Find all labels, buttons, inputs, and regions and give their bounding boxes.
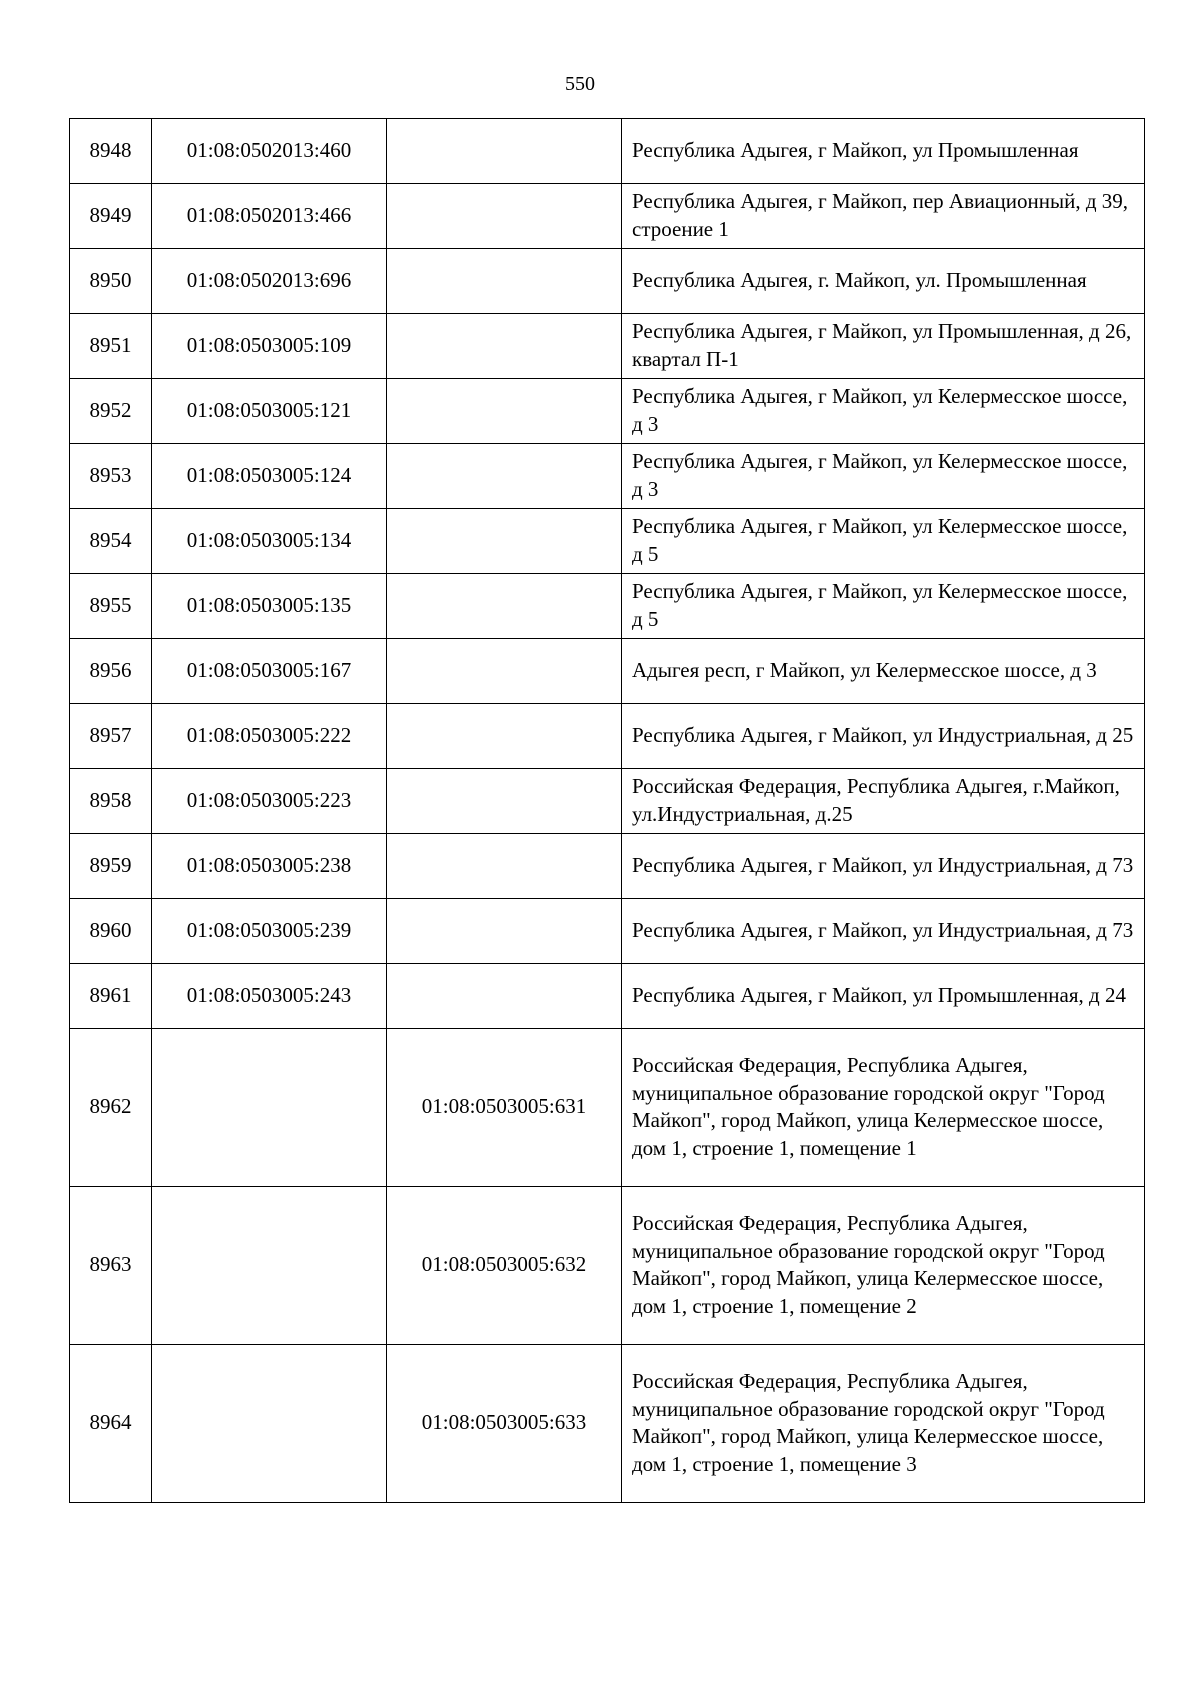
row-number-cell: 8954 [70, 509, 152, 574]
table-row [70, 639, 1145, 704]
table-row [70, 119, 1145, 184]
table-row [70, 184, 1145, 249]
cadastral-number-cell: 01:08:0503005:109 [152, 314, 387, 379]
table-row [70, 444, 1145, 509]
premises-cadastral-number-cell: 01:08:0503005:632 [387, 1187, 622, 1345]
cadastral-number-cell: 01:08:0503005:222 [152, 704, 387, 769]
table-row [70, 704, 1145, 769]
cadastral-number-cell: 01:08:0503005:135 [152, 574, 387, 639]
premises-cadastral-number-cell: 01:08:0503005:631 [387, 1029, 622, 1187]
row-number-cell: 8956 [70, 639, 152, 704]
table-row [70, 379, 1145, 444]
table-row [70, 834, 1145, 899]
premises-cadastral-number-cell [387, 184, 622, 249]
cadastral-number-cell: 01:08:0503005:124 [152, 444, 387, 509]
table-row [70, 769, 1145, 834]
row-number-cell: 8950 [70, 249, 152, 314]
cadastral-number-cell: 01:08:0503005:243 [152, 964, 387, 1029]
premises-cadastral-number-cell [387, 119, 622, 184]
row-number-cell: 8949 [70, 184, 152, 249]
cadastral-number-cell: 01:08:0502013:466 [152, 184, 387, 249]
table-row [70, 964, 1145, 1029]
premises-cadastral-number-cell [387, 574, 622, 639]
address-cell: Республика Адыгея, г Майкоп, ул Индустриальная, д 73 [622, 899, 1145, 964]
address-cell: Российская Федерация, Республика Адыгея, муниципальное образование городской округ "Город Майкоп", город Майкоп, улица Келермесское шоссе, дом 1, строение 1, помещение 2 [622, 1187, 1145, 1345]
row-number-cell: 8957 [70, 704, 152, 769]
cadastral-number-cell: 01:08:0503005:121 [152, 379, 387, 444]
premises-cadastral-number-cell [387, 899, 622, 964]
address-cell: Республика Адыгея, г. Майкоп, ул. Промышленная [622, 249, 1145, 314]
row-number-cell: 8963 [70, 1187, 152, 1345]
premises-cadastral-number-cell: 01:08:0503005:633 [387, 1345, 622, 1503]
address-cell: Республика Адыгея, г Майкоп, ул Промышленная [622, 119, 1145, 184]
premises-cadastral-number-cell [387, 379, 622, 444]
row-number-cell: 8960 [70, 899, 152, 964]
table-row [70, 1187, 1145, 1345]
premises-cadastral-number-cell [387, 834, 622, 899]
premises-cadastral-number-cell [387, 769, 622, 834]
premises-cadastral-number-cell [387, 639, 622, 704]
cadastral-number-cell: 01:08:0502013:696 [152, 249, 387, 314]
premises-cadastral-number-cell [387, 964, 622, 1029]
cadastral-number-cell [152, 1029, 387, 1187]
premises-cadastral-number-cell [387, 314, 622, 379]
address-cell: Республика Адыгея, г Майкоп, ул Индустриальная, д 73 [622, 834, 1145, 899]
row-number-cell: 8948 [70, 119, 152, 184]
cadastral-number-cell: 01:08:0503005:223 [152, 769, 387, 834]
table-row [70, 899, 1145, 964]
address-cell: Республика Адыгея, г Майкоп, ул Промышленная, д 24 [622, 964, 1145, 1029]
row-number-cell: 8958 [70, 769, 152, 834]
address-cell: Российская Федерация, Республика Адыгея, муниципальное образование городской округ "Город Майкоп", город Майкоп, улица Келермесское шоссе, дом 1, строение 1, помещение 3 [622, 1345, 1145, 1503]
address-cell: Республика Адыгея, г Майкоп, ул Келермесское шоссе, д 3 [622, 379, 1145, 444]
cadastral-number-cell: 01:08:0503005:167 [152, 639, 387, 704]
row-number-cell: 8961 [70, 964, 152, 1029]
row-number-cell: 8951 [70, 314, 152, 379]
premises-cadastral-number-cell [387, 704, 622, 769]
registry-table-body [70, 119, 1145, 1503]
table-row [70, 249, 1145, 314]
cadastral-number-cell: 01:08:0502013:460 [152, 119, 387, 184]
address-cell: Российская Федерация, Республика Адыгея, г.Майкоп, ул.Индустриальная, д.25 [622, 769, 1145, 834]
address-cell: Республика Адыгея, г Майкоп, ул Келермесское шоссе, д 3 [622, 444, 1145, 509]
table-row [70, 1029, 1145, 1187]
cadastral-number-cell: 01:08:0503005:134 [152, 509, 387, 574]
address-cell: Российская Федерация, Республика Адыгея, муниципальное образование городской округ "Город Майкоп", город Майкоп, улица Келермесское шоссе, дом 1, строение 1, помещение 1 [622, 1029, 1145, 1187]
premises-cadastral-number-cell [387, 249, 622, 314]
premises-cadastral-number-cell [387, 444, 622, 509]
address-cell: Республика Адыгея, г Майкоп, ул Промышленная, д 26, квартал П-1 [622, 314, 1145, 379]
table-row [70, 1345, 1145, 1503]
cadastral-number-cell: 01:08:0503005:239 [152, 899, 387, 964]
row-number-cell: 8959 [70, 834, 152, 899]
address-cell: Республика Адыгея, г Майкоп, ул Келермесское шоссе, д 5 [622, 509, 1145, 574]
row-number-cell: 8962 [70, 1029, 152, 1187]
registry-table [69, 118, 1145, 1503]
address-cell: Республика Адыгея, г Майкоп, ул Келермесское шоссе, д 5 [622, 574, 1145, 639]
row-number-cell: 8955 [70, 574, 152, 639]
row-number-cell: 8953 [70, 444, 152, 509]
cadastral-number-cell [152, 1187, 387, 1345]
cadastral-number-cell: 01:08:0503005:238 [152, 834, 387, 899]
row-number-cell: 8964 [70, 1345, 152, 1503]
row-number-cell: 8952 [70, 379, 152, 444]
address-cell: Республика Адыгея, г Майкоп, ул Индустриальная, д 25 [622, 704, 1145, 769]
cadastral-number-cell [152, 1345, 387, 1503]
table-row [70, 574, 1145, 639]
address-cell: Адыгея респ, г Майкоп, ул Келермесское шоссе, д 3 [622, 639, 1145, 704]
premises-cadastral-number-cell [387, 509, 622, 574]
table-row [70, 509, 1145, 574]
address-cell: Республика Адыгея, г Майкоп, пер Авиационный, д 39, строение 1 [622, 184, 1145, 249]
page-number: 550 [565, 73, 595, 95]
table-row [70, 314, 1145, 379]
